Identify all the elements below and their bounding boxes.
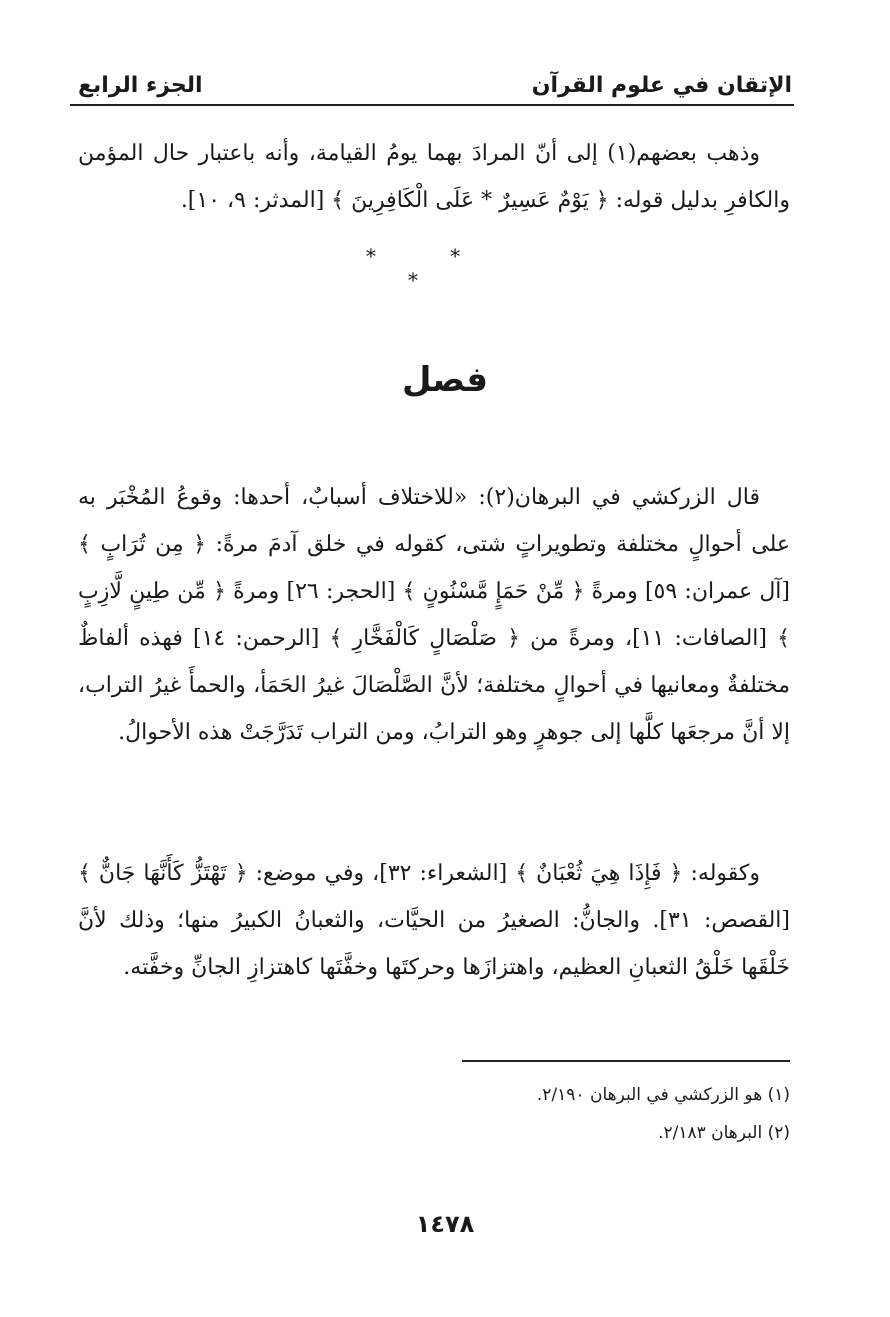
page-number: ١٤٧٨ (415, 1210, 475, 1238)
footnotes (290, 1076, 790, 1152)
paragraph-2-text: قال الزركشي في البرهان(٢): «للاختلاف أسبابٌ، أحدها: وقوعُ المُخْبَر به على أحوالٍ مختلفة وتطويراتٍ شتى، كقوله في خلق آدمَ مرةً: ﴿ مِن تُرَابٍ ﴾ [آل عمران: ٥٩] ومرةً ﴿ مِّنْ حَمَإٍ مَّسْنُونٍ ﴾ [الحجر: ٢٦] ومرةً ﴿ مِّن طِينٍ لَّازِبٍ ﴾ [الصافات: ١١]، ومرةً من ﴿ صَلْصَالٍ كَالْفَخَّارِ ﴾ [الرحمن: ١٤] فهذه ألفاظٌ مختلفةٌ ومعانيها في أحوالٍ مختلفة؛ لأنَّ الصَّلْصَالَ غيرُ الحَمَأ، والحمأَ غيرُ التراب، إلا أنَّ مرجعَها كلَّها إلى جوهرٍ وهو الترابُ، ومن التراب تَدَرَّجَتْ هذه الأحوالُ. (78, 485, 791, 745)
paragraph-3-text: وكقوله: ﴿ فَإِذَا هِيَ ثُعْبَانٌ ﴾ [الشعراء: ٣٢]، وفي موضع: ﴿ تَهْتَزُّ كَأَنَّهَا جَانٌّ ﴾ [القصص: ٣١]. والجانُّ: الصغيرُ من الحيَّات، والثعبانُ الكبيرُ منها؛ وذلك لأنَّ خَلْقَها خَلْقُ الثعبانِ العظيم، واهتزازَها وحركتَها وخفَّتَها كاهتزازِ الجانِّ وخفَّته. (78, 861, 790, 980)
running-header (78, 58, 792, 98)
paragraph-1 (78, 130, 790, 224)
volume-label: الجزء الرابع (78, 73, 203, 98)
paragraph-2 (78, 474, 790, 756)
paragraph-1-text: وذهب بعضهم(١) إلى أنّ المرادَ بهما يومُ القيامة، وأنه باعتبار حال المؤمن والكافرِ بدليل قوله: ﴿ يَوْمٌ عَسِيرٌ * عَلَى الْكَافِرِينَ ﴾ [المدثر: ٩، ١٠]. (78, 141, 790, 213)
book-title: الإتقان في علوم القرآن (531, 73, 792, 98)
footnote-1: (١) هو الزركشي في البرهان ٢/١٩٠. (536, 1085, 790, 1105)
section-title: فصل (401, 360, 489, 400)
section-separator: * * * (365, 244, 495, 292)
paragraph-3 (78, 850, 790, 991)
header-rule (70, 104, 794, 106)
footnote-rule (462, 1060, 790, 1062)
footnote-2: (٢) البرهان ٢/١٨٣. (658, 1123, 790, 1143)
